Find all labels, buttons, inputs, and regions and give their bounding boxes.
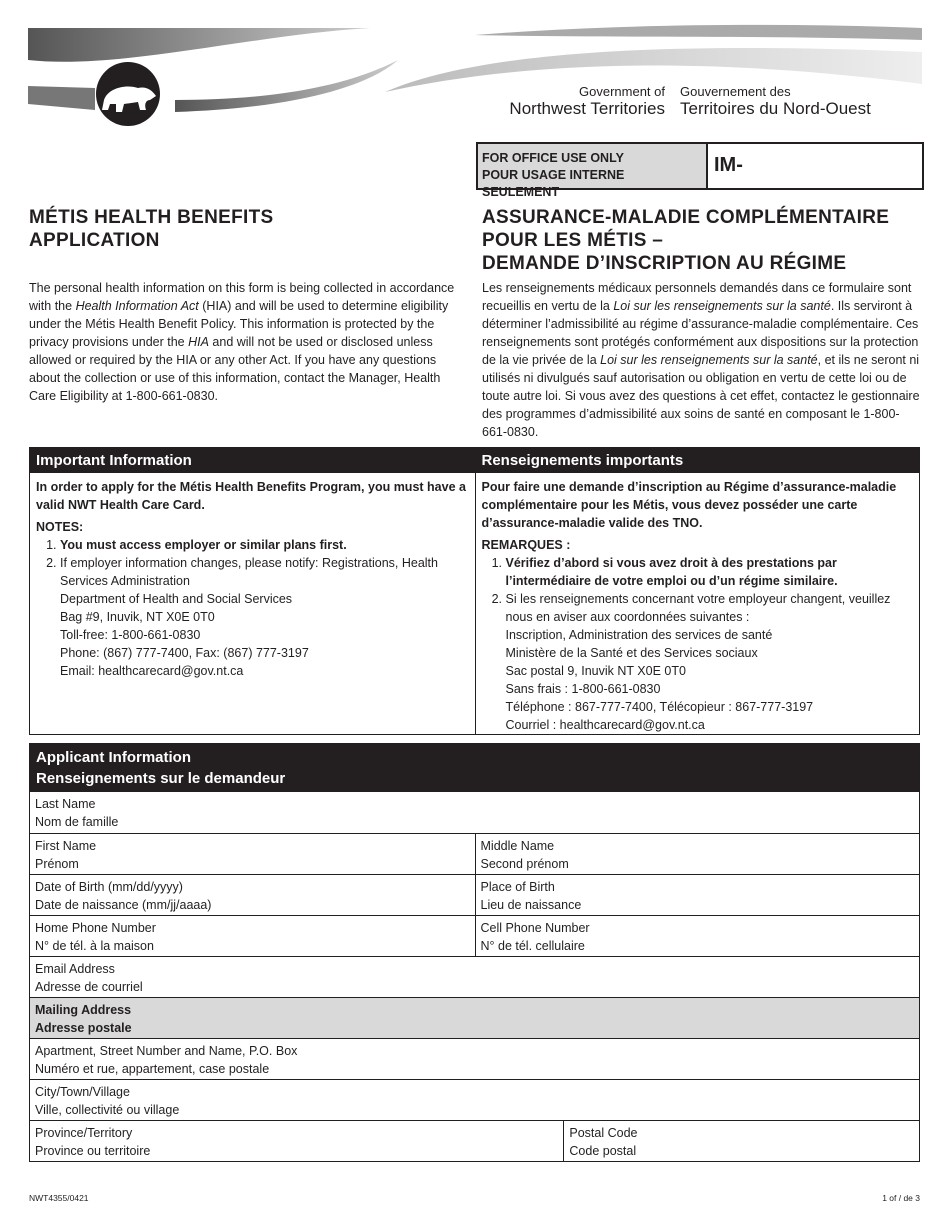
privacy-notice-french (482, 279, 920, 441)
office-label-en: FOR OFFICE USE ONLY (482, 151, 624, 165)
address-line: Toll-free: 1-800-661-0830 (60, 628, 201, 642)
important-heading-en: Important Information (30, 448, 475, 473)
gov-fr-line1: Gouvernement des (680, 84, 791, 99)
title-fr-line2: POUR LES MÉTIS – (482, 230, 664, 251)
intro-en-c: and will not be used or disclosed unless allowed or required by the HIA or any other Act. If you have any questions about the collection or use of this information, contact the Manager, Health Care Eligibility at 1-800-661-0830. (29, 335, 441, 403)
page-number: 1 of / de 3 (882, 1193, 920, 1203)
title-en-line2: APPLICATION (29, 230, 160, 251)
intro-en-a: The personal health information on this form is being collected in accordance with the (29, 281, 455, 313)
address-line: Sans frais : 1-800-661-0830 (505, 682, 661, 696)
government-name-english (500, 85, 665, 119)
page-title-french (482, 206, 912, 275)
gov-en-line1: Government of (579, 84, 665, 99)
office-use-code[interactable]: IM- (714, 154, 743, 176)
gov-fr-line2: Territoires du Nord-Ouest (680, 99, 871, 118)
important-info-english (30, 448, 475, 734)
form-code: NWT4355/0421 (29, 1193, 89, 1203)
address-line: Courriel : healthcarecard@gov.nt.ca (505, 718, 705, 732)
email-field[interactable]: Email Address Adresse de courriel (35, 962, 143, 994)
place-of-birth-field[interactable]: Place of Birth Lieu de naissance (475, 875, 920, 915)
street-address-field[interactable]: Apartment, Street Number and Name, P.O. Box Numéro et rue, appartement, case postale (35, 1044, 298, 1076)
cell-phone-field[interactable]: Cell Phone Number N° de tél. cellulaire (475, 916, 920, 956)
page-title-english (29, 206, 449, 252)
title-fr-line1: ASSURANCE-MALADIE COMPLÉMENTAIRE (482, 207, 890, 228)
important-heading-fr: Renseignements importants (476, 448, 920, 473)
intro-fr-loi: Loi sur les renseignements sur la santé (613, 299, 831, 313)
office-use-box (476, 142, 924, 199)
intro-en-hia-act: Health Information Act (75, 299, 199, 313)
province-field[interactable]: Province/Territory Province ou territoire (35, 1126, 151, 1158)
notes-label-fr: REMARQUES : (481, 538, 571, 552)
first-name-field[interactable]: First Name Prénom (35, 839, 97, 871)
address-line: Email: healthcarecard@gov.nt.ca (60, 664, 244, 678)
note-2-fr: 2. Si les renseignements concernant votre employeur changent, veuillez nous en aviser aux coordonnées suivantes : Inscription, Administration des services de santé Ministère de la Santé et des Services sociaux Sac postal 9, Inuvik NT X0E 0T0 Sans frais : 1-800-661-0830 Téléphone : 867-777-7400, Télécopieur : 867-777-3197 Courriel : healthcarecard@gov.nt.ca (506, 590, 914, 734)
home-phone-field[interactable]: Home Phone Number N° de tél. à la maison (35, 921, 156, 953)
title-fr-line3: DEMANDE D’INSCRIPTION AU RÉGIME (482, 253, 847, 274)
applicant-information-section (29, 743, 920, 1162)
address-line: Phone: (867) 777-7400, Fax: (867) 777-3197 (60, 646, 309, 660)
applicant-heading-fr: Renseignements sur le demandeur (36, 770, 286, 787)
notes-label-en: NOTES: (36, 520, 84, 534)
last-name-field[interactable]: Last Name Nom de famille (35, 797, 119, 829)
mailing-address-subheading: Mailing Address Adresse postale (35, 1003, 132, 1035)
applicant-heading-en: Applicant Information (36, 749, 191, 766)
address-line: Bag #9, Inuvik, NT X0E 0T0 (60, 610, 215, 624)
address-line: Sac postal 9, Inuvik NT X0E 0T0 (505, 664, 686, 678)
address-line: Ministère de la Santé et des Services sociaux (505, 646, 758, 660)
date-of-birth-field[interactable]: Date of Birth (mm/dd/yyyy) Date de naissance (mm/jj/aaaa) (35, 880, 212, 912)
note-1-fr: 1. Vérifiez d’abord si vous avez droit à des prestations par l’intermédiaire de votre emploi ou d’un régime similaire. (506, 554, 914, 590)
notes-list-en (36, 536, 469, 680)
intro-fr-loi2: Loi sur les renseignements sur la santé (600, 353, 818, 367)
important-info-french (475, 448, 920, 734)
postal-code-field[interactable]: Postal Code Code postal (563, 1121, 919, 1161)
address-line: Inscription, Administration des services de santé (505, 628, 773, 642)
important-lead-fr: Pour faire une demande d’inscription au Régime d’assurance-maladie complémentaire pour les Métis, vous devez posséder une carte d’assurance-maladie valide des TNO. (481, 480, 897, 530)
important-information-section (29, 447, 920, 735)
note-1-en: 1. You must access employer or similar plans first. (60, 536, 469, 554)
title-en-line1: MÉTIS HEALTH BENEFITS (29, 207, 274, 228)
privacy-notice-english (29, 279, 469, 405)
address-line: Department of Health and Social Services (60, 592, 293, 606)
office-use-label (478, 144, 708, 199)
intro-en-hia: HIA (188, 335, 209, 349)
intro-fr-c: , et ils ne seront ni utilisés ni divulgués sauf autorisation ou obligation en vertu de cette loi ou de toute autre loi. Si vous avez des questions à cet effet, contactez le gestionnaire des programmes d’admissibilité aux soins de santé en composant le 1-800-661-0830. (482, 353, 920, 439)
polar-bear-icon (96, 62, 160, 126)
applicant-heading (30, 744, 919, 792)
intro-en-b: (HIA) and will be used to determine eligibility under the Métis Health Benefit Policy. This information is protected by the privacy provisions under the (29, 299, 449, 349)
important-lead-en: In order to apply for the Métis Health Benefits Program, you must have a valid NWT Health Care Card. (36, 480, 466, 512)
intro-fr-b: . Ils serviront à déterminer l’admissibilité au régime d’assurance-maladie complémentaire. Ces renseignements sont protégés conformément aux dispositions sur la protection de la vie privée de la (482, 299, 919, 367)
middle-name-field[interactable]: Middle Name Second prénom (475, 834, 920, 874)
gov-en-line2: Northwest Territories (509, 99, 665, 118)
notes-list-fr (482, 554, 914, 734)
city-field[interactable]: City/Town/Village Ville, collectivité ou village (35, 1085, 180, 1117)
note-2-en: 2. If employer information changes, please notify: Registrations, Health Services Administration Department of Health and Social Services Bag #9, Inuvik, NT X0E 0T0 Toll-free: 1-800-661-0830 Phone: (867) 777-7400, Fax: (867) 777-3197 Email: healthcarecard@gov.nt.ca (60, 554, 469, 680)
intro-fr-a: Les renseignements médicaux personnels demandés dans ce formulaire sont recueillis en vertu de la (482, 281, 912, 313)
office-label-fr: POUR USAGE INTERNE SEULEMENT (482, 168, 625, 199)
government-name-french (680, 85, 920, 119)
address-line: Téléphone : 867-777-7400, Télécopieur : 867-777-3197 (505, 700, 814, 714)
